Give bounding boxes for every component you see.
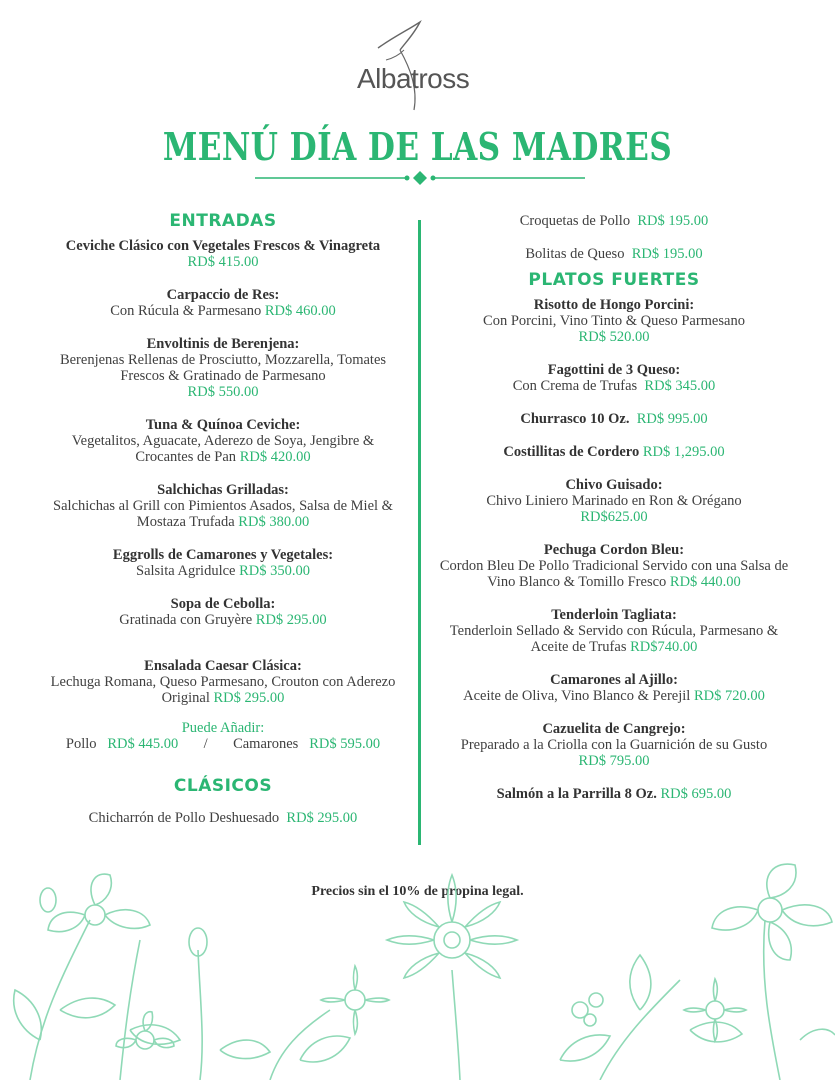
menu-item: [40, 287, 406, 319]
item-price: RD$ 295.00: [255, 612, 327, 628]
item-price: RD$ 460.00: [264, 303, 336, 319]
item-price: RD$ 995.00: [636, 411, 708, 427]
menu-item: [40, 810, 406, 826]
menu-item: [430, 477, 798, 525]
brand-name: Albatross: [357, 63, 470, 94]
item-name: Ensalada Caesar Clásica:: [144, 658, 302, 674]
albatross-logo: [340, 18, 500, 113]
item-price: RD$ 195.00: [631, 246, 703, 262]
menu-item: [430, 786, 798, 802]
menu-item: [40, 336, 406, 400]
page-title: MENÚ DÍA DE LAS MADRES: [162, 124, 673, 169]
item-price: RD$ 695.00: [660, 786, 732, 802]
menu-item: [430, 297, 798, 345]
item-price: RD$ 295.00: [286, 810, 358, 826]
menu-item: [40, 417, 406, 465]
section-heading-clasicos: CLÁSICOS: [173, 776, 273, 796]
item-desc: Con Porcini, Vino Tinto & Queso Parmesano: [483, 313, 745, 329]
menu-item: [430, 672, 798, 704]
addon-price: RD$ 445.00: [107, 736, 179, 752]
floral-decoration-icon: [0, 860, 835, 1080]
item-name: Camarones al Ajillo:: [550, 672, 678, 688]
item-name: Tuna & Quínoa Ceviche:: [145, 417, 301, 433]
item-price: RD$ 420.00: [239, 449, 311, 465]
item-desc: Chicharrón de Pollo Deshuesado: [88, 810, 280, 826]
menu-item: [40, 238, 406, 270]
item-price: RD$ 415.00: [187, 254, 259, 270]
section-heading-entradas: ENTRADAS: [169, 211, 277, 231]
item-price: RD$ 440.00: [669, 574, 741, 590]
item-name: Carpaccio de Res:: [166, 287, 280, 303]
item-price: RD$ 195.00: [637, 213, 709, 229]
item-desc: Berenjenas Rellenas de Prosciutto, Mozzarella, Tomates Frescos & Gratinado de Parmesano: [59, 352, 387, 384]
item-name: Envoltinis de Berenjena:: [146, 336, 300, 352]
item-desc: Con Crema de Trufas: [512, 378, 638, 394]
item-desc: Bolitas de Queso: [525, 246, 625, 262]
menu-item: [430, 411, 798, 427]
item-name: Risotto de Hongo Porcini:: [533, 297, 695, 313]
item-price: RD$ 1,295.00: [642, 444, 725, 460]
menu-item: [430, 362, 798, 394]
menu-item: [430, 246, 798, 262]
addon-block: [40, 720, 406, 752]
item-price: RD$ 720.00: [693, 688, 765, 704]
item-name: Chivo Guisado:: [565, 477, 663, 493]
item-name: Fagottini de 3 Queso:: [547, 362, 681, 378]
item-name: Salchichas Grilladas:: [157, 482, 289, 498]
item-name: Eggrolls de Camarones y Vegetales:: [112, 547, 334, 563]
item-price: RD$ 350.00: [239, 563, 310, 579]
item-price: RD$740.00: [630, 639, 698, 655]
item-price: RD$ 380.00: [238, 514, 310, 530]
item-name: Costillitas de Cordero: [503, 444, 640, 460]
right-column: [430, 213, 798, 819]
addon-separator: /: [203, 736, 208, 752]
item-desc: Cordon Bleu De Pollo Tradicional Servido con una Salsa de Vino Blanco & Tomillo Fresco: [439, 558, 789, 590]
menu-item: [430, 213, 798, 229]
addon-label: Puede Añadir:: [181, 720, 265, 736]
item-desc: Con Rúcula & Parmesano: [110, 303, 262, 319]
item-price: RD$ 295.00: [213, 690, 285, 706]
left-column: [40, 213, 406, 843]
item-desc: Croquetas de Pollo: [519, 213, 631, 229]
column-divider: [418, 220, 421, 845]
item-price: RD$ 345.00: [644, 378, 716, 394]
item-desc: Gratinada con Gruyère: [119, 612, 253, 628]
item-price: RD$625.00: [580, 509, 648, 525]
item-name: Ceviche Clásico con Vegetales Frescos & Vinagreta: [65, 238, 381, 254]
addon-option: Pollo: [65, 736, 97, 752]
item-desc: Lechuga Romana, Queso Parmesano, Crouton con Aderezo Original: [50, 674, 396, 706]
menu-item: [40, 658, 406, 706]
item-desc: Chivo Liniero Marinado en Ron & Orégano: [486, 493, 742, 509]
menu-item: [430, 444, 798, 460]
menu-item: [430, 721, 798, 769]
item-desc: Vegetalitos, Aguacate, Aderezo de Soya, Jengibre & Crocantes de Pan: [71, 433, 375, 465]
addon-option: Camarones: [233, 736, 299, 752]
item-price: RD$ 795.00: [578, 753, 650, 769]
item-name: Pechuga Cordon Bleu:: [543, 542, 685, 558]
menu-item: [40, 482, 406, 530]
section-heading-platos-fuertes: PLATOS FUERTES: [528, 270, 700, 290]
menu-item: [430, 607, 798, 655]
menu-item: [40, 547, 406, 579]
item-name: Churrasco 10 Oz.: [520, 411, 630, 427]
menu-item: [430, 542, 798, 590]
footer-note: Precios sin el 10% de propina legal.: [311, 884, 524, 899]
item-desc: Aceite de Oliva, Vino Blanco & Perejil: [463, 688, 691, 704]
item-price: RD$ 550.00: [187, 384, 259, 400]
title-ornament: [255, 170, 585, 186]
item-name: Cazuelita de Cangrejo:: [542, 721, 686, 737]
item-desc: Salchichas al Grill con Pimientos Asados, Salsa de Miel & Mostaza Trufada: [53, 498, 393, 530]
item-price: RD$ 520.00: [578, 329, 650, 345]
item-desc: Tenderloin Sellado & Servido con Rúcula, Parmesano & Aceite de Trufas: [449, 623, 779, 655]
menu-item: [40, 596, 406, 628]
item-desc: Preparado a la Criolla con la Guarnición de su Gusto: [460, 737, 768, 753]
item-desc: Salsita Agridulce: [136, 563, 236, 579]
item-name: Sopa de Cebolla:: [170, 596, 276, 612]
item-name: Salmón a la Parrilla 8 Oz.: [496, 786, 657, 802]
addon-price: RD$ 595.00: [309, 736, 381, 752]
item-name: Tenderloin Tagliata:: [551, 607, 677, 623]
